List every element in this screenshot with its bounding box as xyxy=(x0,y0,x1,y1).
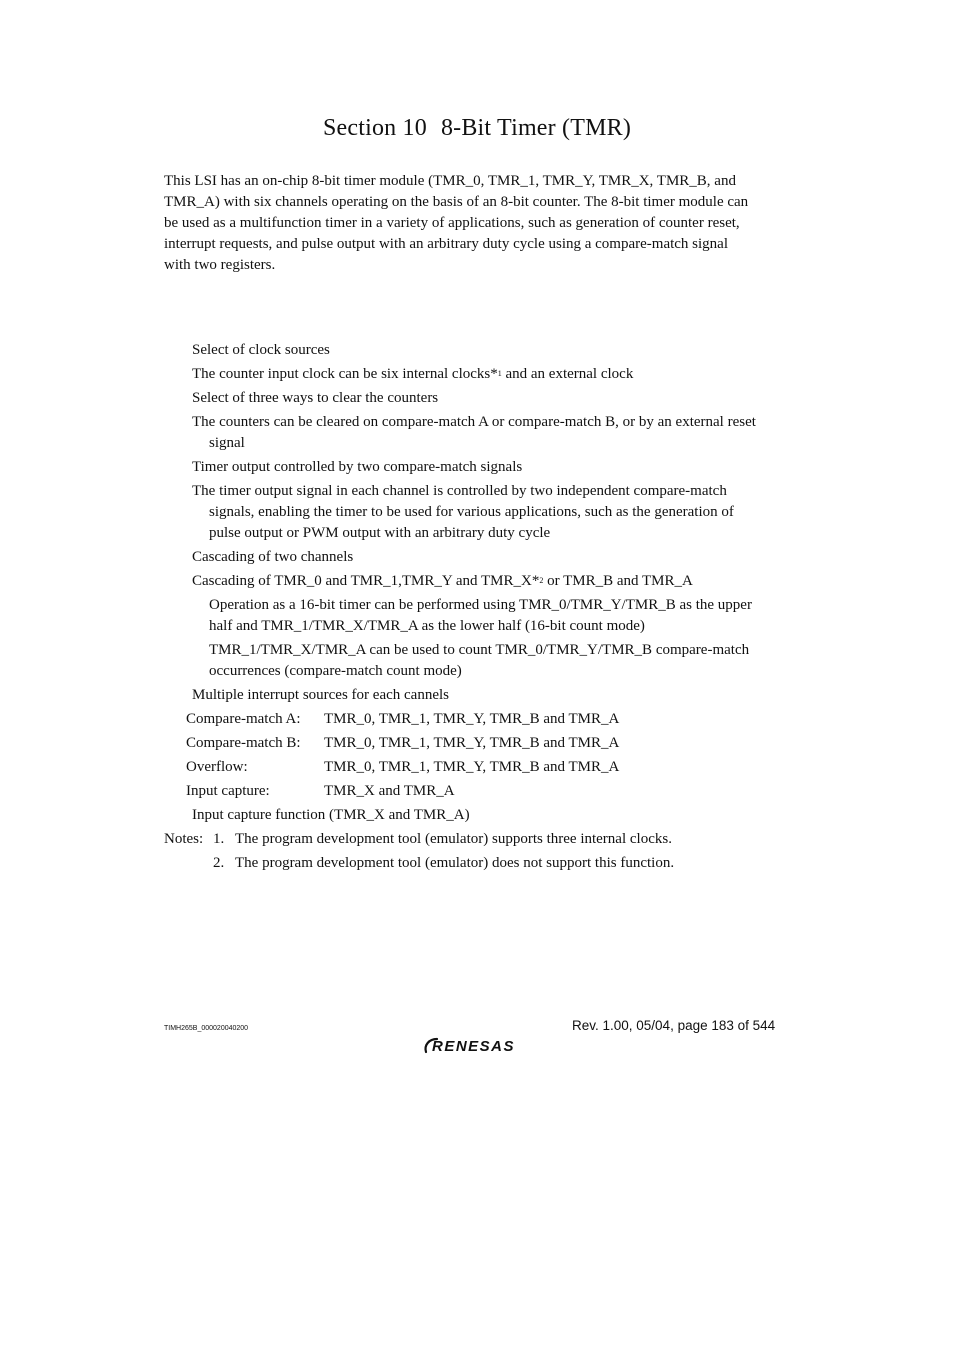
feature-clear-desc-cont: signal xyxy=(209,435,245,451)
renesas-logo-text: RENESAS xyxy=(432,1038,516,1055)
cascade-sub-item: Operation as a 16-bit timer can be performed using TMR_0/TMR_Y/TMR_B as the upper xyxy=(209,597,752,613)
interrupt-source-value: TMR_0, TMR_1, TMR_Y, TMR_B and TMR_A xyxy=(324,735,620,751)
feature-output-heading: Timer output controlled by two compare-match signals xyxy=(192,459,523,475)
interrupt-source-label: Compare-match A: xyxy=(186,711,301,727)
cascade-desc-text: Cascading of TMR_0 and TMR_1,TMR_Y and TMR_X* xyxy=(192,573,540,589)
intro-line: TMR_A) with six channels operating on the basis of an 8-bit counter. The 8-bit timer module can xyxy=(164,194,749,210)
intro-line: be used as a multifunction timer in a variety of applications, such as generation of counter reset, xyxy=(164,215,740,231)
note-number: 1. xyxy=(213,831,225,847)
intro-line: This LSI has an on-chip 8-bit timer module (TMR_0, TMR_1, TMR_Y, TMR_X, TMR_B, and xyxy=(164,173,736,189)
note-text: The program development tool (emulator) does not support this function. xyxy=(235,855,675,871)
intro-paragraph xyxy=(164,171,798,276)
section-number: Section 10 xyxy=(322,115,427,141)
cascade-sub-item-cont: half and TMR_1/TMR_X/TMR_A as the lower half (16-bit count mode) xyxy=(209,618,645,634)
feature-clear-heading: Select of three ways to clear the counters xyxy=(192,390,439,406)
interrupt-source-value: TMR_0, TMR_1, TMR_Y, TMR_B and TMR_A xyxy=(324,711,620,727)
clock-desc-text: The counter input clock can be six internal clocks* xyxy=(192,366,498,382)
interrupt-source-label: Overflow: xyxy=(186,759,248,775)
renesas-logo xyxy=(423,1035,541,1055)
interrupt-source-label: Compare-match B: xyxy=(186,735,301,751)
feature-clock-desc xyxy=(192,364,633,385)
clock-desc-text-end: and an external clock xyxy=(501,366,634,382)
feature-interrupt-heading: Multiple interrupt sources for each cannels xyxy=(192,687,449,703)
footnote-ref-1: 1 xyxy=(497,369,502,378)
page-revision: Rev. 1.00, 05/04, page 183 of 544 xyxy=(572,1018,776,1033)
feature-output-desc-cont: pulse output or PWM output with an arbitrary duty cycle xyxy=(209,525,551,541)
interrupt-source-row xyxy=(186,733,619,754)
footnote-ref-2: 2 xyxy=(539,576,544,585)
interrupt-source-label: Input capture: xyxy=(186,783,270,799)
interrupt-source-row xyxy=(186,709,619,730)
interrupt-source-row xyxy=(186,757,619,778)
document-id: TIMH265B_000020040200 xyxy=(164,1025,249,1032)
feature-output-desc: The timer output signal in each channel is controlled by two independent compare-match xyxy=(192,483,727,499)
section-heading-text: 8-Bit Timer (TMR) xyxy=(440,115,632,141)
feature-cascade-heading: Cascading of two channels xyxy=(192,549,354,565)
cascade-desc-text-end: or TMR_B and TMR_A xyxy=(543,573,693,589)
section-title xyxy=(0,115,954,142)
feature-clock-heading: Select of clock sources xyxy=(192,342,330,358)
feature-capture-heading: Input capture function (TMR_X and TMR_A) xyxy=(192,807,470,823)
interrupt-source-value: TMR_0, TMR_1, TMR_Y, TMR_B and TMR_A xyxy=(324,759,620,775)
cascade-sub-item-cont: occurrences (compare-match count mode) xyxy=(209,663,462,679)
feature-output-desc-cont: signals, enabling the timer to be used for various applications, such as the generation of xyxy=(209,504,734,520)
note-text: The program development tool (emulator) supports three internal clocks. xyxy=(235,831,672,847)
intro-line: interrupt requests, and pulse output with an arbitrary duty cycle using a compare-match signal xyxy=(164,236,729,252)
notes-label: Notes: xyxy=(164,831,204,847)
cascade-sub-item: TMR_1/TMR_X/TMR_A can be used to count TMR_0/TMR_Y/TMR_B compare-match xyxy=(209,642,750,658)
note-number: 2. xyxy=(213,855,225,871)
intro-line: with two registers. xyxy=(164,257,276,273)
feature-cascade-desc xyxy=(192,571,693,592)
interrupt-source-value: TMR_X and TMR_A xyxy=(324,783,455,799)
feature-clear-desc: The counters can be cleared on compare-match A or compare-match B, or by an external reset xyxy=(192,414,756,430)
interrupt-source-row xyxy=(186,781,455,802)
